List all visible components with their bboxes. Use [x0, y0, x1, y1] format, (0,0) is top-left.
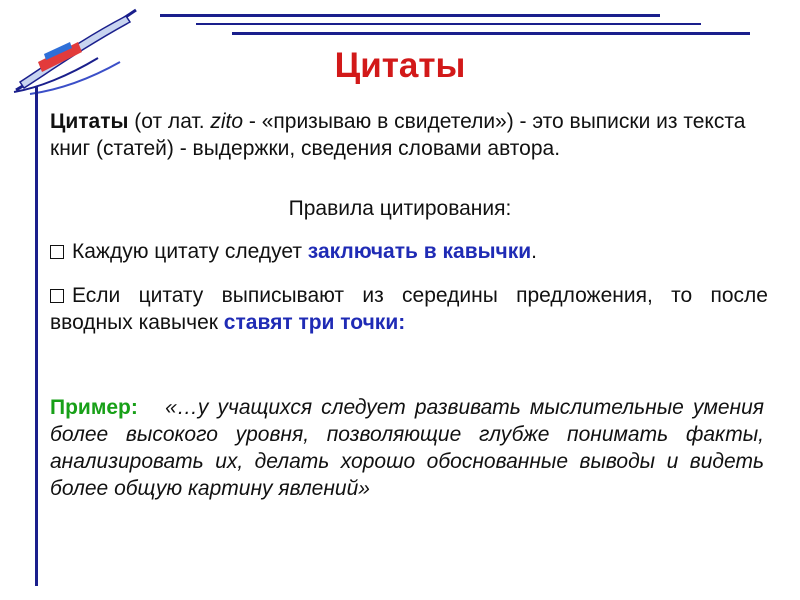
decor-line-vertical	[35, 86, 38, 586]
intro-paragraph	[50, 108, 770, 162]
rule-item	[50, 282, 768, 336]
decor-line-middle	[196, 23, 701, 25]
intro-term: Цитаты	[50, 110, 129, 133]
rule-text: Если цитату выписывают из середины предложения, то после вводных кавычек	[50, 284, 768, 334]
rule-item	[50, 238, 770, 265]
intro-latin-word: zito	[210, 110, 244, 133]
checkbox-icon	[50, 245, 64, 259]
rule-highlight: ставят три точки:	[223, 311, 406, 334]
rule-highlight: заключать в кавычки	[307, 240, 532, 263]
rule-text-end: .	[531, 240, 537, 263]
slide-title: Цитаты	[334, 46, 466, 85]
example-paragraph	[50, 394, 764, 502]
intro-text-b: - «призываю в свидетели») - это выписки из текста книг (статей) - выдержки, сведения словами автора.	[50, 110, 746, 160]
rules-heading: Правила цитирования:	[288, 197, 512, 220]
decor-line-top	[160, 14, 660, 17]
example-quote: «…у учащихся следует развивать мыслительные умения более высокого уровня, позволяющие глубже понимать факты, анализировать их, делать хорошо обоснованные выводы и видеть более общую картину явлений»	[50, 396, 764, 500]
decor-line-bottom	[232, 32, 750, 35]
rule-text: Каждую цитату следует	[72, 240, 308, 263]
intro-text-a: (от лат.	[128, 110, 211, 133]
checkbox-icon	[50, 289, 64, 303]
example-label: Пример:	[50, 396, 138, 419]
